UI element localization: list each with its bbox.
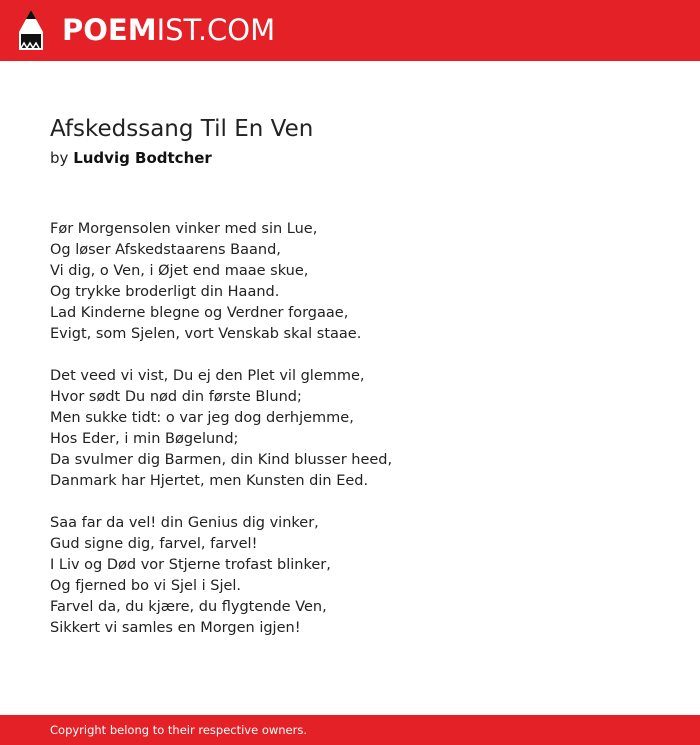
poem-line: Hos Eder, i min Bøgelund; xyxy=(50,431,239,447)
poem-line: I Liv og Død vor Stjerne trofast blinker, xyxy=(50,557,331,573)
by-label: by xyxy=(50,149,69,167)
copyright-text: Copyright belong to their respective owners. xyxy=(50,723,308,737)
site-header xyxy=(0,0,700,61)
poem-line: Det veed vi vist, Du ej den Plet vil glemme, xyxy=(50,368,365,384)
poem-line: Og løser Afskedstaarens Baand, xyxy=(50,242,281,258)
poem-line: Hvor sødt Du nød din første Blund; xyxy=(50,389,302,405)
poem-line: Gud signe dig, farvel, farvel! xyxy=(50,536,258,552)
poem-title: Afskedssang Til En Ven xyxy=(50,116,314,142)
site-footer xyxy=(0,715,700,745)
poem-line: Og fjerned bo vi Sjel i Sjel. xyxy=(50,578,242,594)
poem-line: Saa far da vel! din Genius dig vinker, xyxy=(50,515,319,531)
byline xyxy=(50,149,212,167)
author-name[interactable]: Ludvig Bodtcher xyxy=(73,149,212,167)
logo-light-text: IST.COM xyxy=(156,13,276,47)
site-logo[interactable] xyxy=(62,12,275,48)
poem-line: Men sukke tidt: o var jeg dog derhjemme, xyxy=(50,410,354,426)
logo-bold-text: POEM xyxy=(62,13,157,47)
pencil-icon[interactable] xyxy=(18,9,44,51)
poem-line: Vi dig, o Ven, i Øjet end maae skue, xyxy=(50,263,309,279)
poem-line: Og trykke broderligt din Haand. xyxy=(50,284,280,300)
poem-line: Farvel da, du kjære, du flygtende Ven, xyxy=(50,599,327,615)
stanza xyxy=(50,513,670,639)
poem-line: Sikkert vi samles en Morgen igjen! xyxy=(50,620,301,636)
poem-line: Da svulmer dig Barmen, din Kind blusser heed, xyxy=(50,452,393,468)
poem-line: Evigt, som Sjelen, vort Venskab skal staae. xyxy=(50,326,362,342)
poem-line: Før Morgensolen vinker med sin Lue, xyxy=(50,221,318,237)
poem-line: Lad Kinderne blegne og Verdner forgaae, xyxy=(50,305,349,321)
stanza xyxy=(50,366,670,492)
stanza xyxy=(50,219,670,345)
poem-line: Danmark har Hjertet, men Kunsten din Eed. xyxy=(50,473,369,489)
poem-body xyxy=(50,219,670,660)
